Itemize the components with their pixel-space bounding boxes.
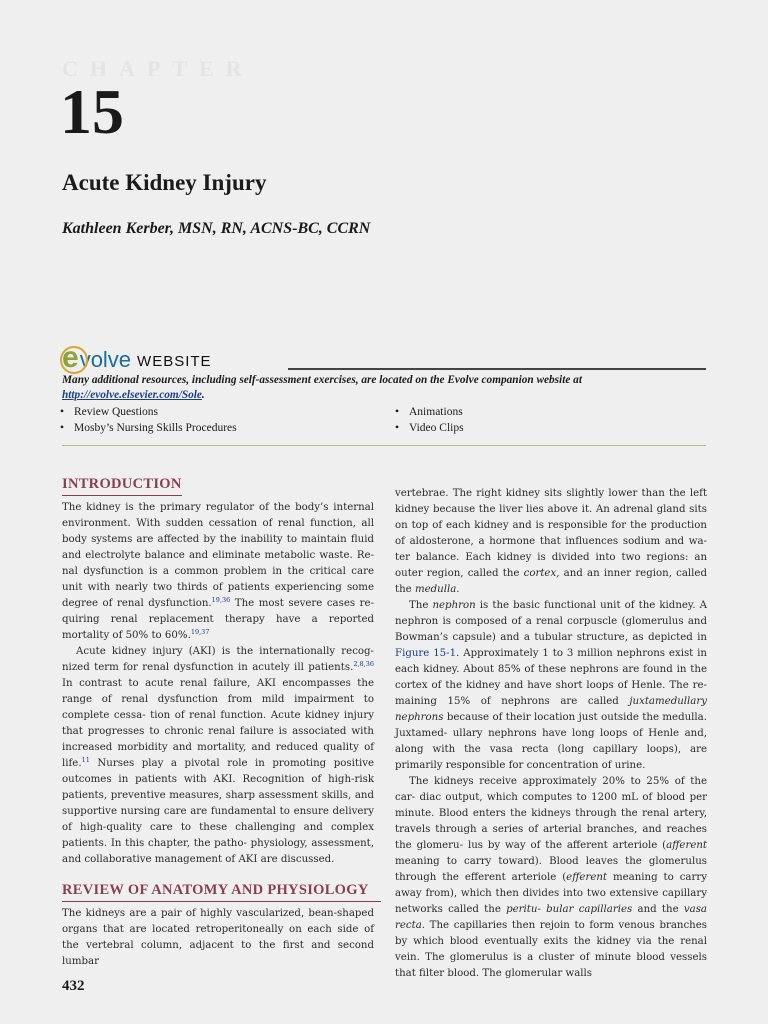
evolve-intro-text: Many additional resources, including self-assessment exercises, are located on the Evolve companion website at (62, 374, 582, 386)
resource-item-animations: • Animations (395, 404, 464, 420)
left-column-anatomy (62, 906, 374, 970)
left-column-intro (62, 500, 374, 868)
right-p2-text-c: . Approximately 1 to 3 million nephrons exist in each kidney. About 85% of these nephrons are found in the cortex of the kidney and have short loops of Henle. The re- maining 15% of nephrons are called (395, 648, 707, 707)
evolve-url-link[interactable]: http://evolve.elsevier.com/Sole (62, 389, 202, 401)
right-p1-text-b: and an inner region, called the (395, 568, 707, 595)
term-cortex: cortex, (523, 568, 560, 579)
right-p3-text-b: meaning to carry toward). Blood leaves the glomerulus through the efferent arteriole ( (395, 856, 707, 883)
term-juxtamedullary: juxtamedullary nephrons (395, 696, 707, 723)
intro-p2-text-b: In contrast to acute renal failure, AKI encompasses the range of renal dysfunction from mild impairment to complete cessa- tion of renal function. Acute kidney injury that progresses to chronic renal failure is associated with increased morbidity and mortality, and reduced quality of life. (62, 678, 374, 769)
intro-paragraph-1 (62, 500, 374, 644)
resource-item-review-questions: • Review Questions (60, 404, 237, 420)
chapter-word: CHAPTER (62, 56, 254, 81)
evolve-logo (62, 342, 212, 372)
intro-p2-citation-1[interactable]: 2,8,36 (353, 660, 374, 668)
right-paragraph-3 (395, 774, 707, 982)
term-medulla: medulla. (414, 584, 460, 595)
evolve-header (62, 342, 706, 372)
resources-divider (62, 445, 706, 446)
right-p3-text-e: The capillaries then rejoin to form venous branches by which blood eventually exits the kidney via the renal vein. The glomerulus is a cluster of minute blood vessels that filter blood. The glomerular walls (395, 920, 707, 979)
anatomy-heading-underline (62, 901, 381, 902)
evolve-header-rule (288, 368, 706, 370)
introduction-heading-underline (62, 495, 182, 496)
right-p3-text-a: The kidneys receive approximately 20% to 25% of the car- diac output, which computes to 1200 mL of blood per minute. Blood enters the kidneys through the renal artery, travels through a series of arterial branches, and reaches the glomeru- lus by way of the afferent arteriole ( (395, 776, 707, 851)
anatomy-heading (62, 882, 369, 899)
right-paragraph-2 (395, 598, 707, 774)
resources-list-left (60, 404, 237, 436)
resource-item-skills-procedures: • Mosby’s Nursing Skills Procedures (60, 420, 237, 436)
intro-paragraph-2 (62, 644, 374, 868)
chapter-number: 15 (60, 76, 124, 147)
figure-15-1-link[interactable]: Figure 15-1 (395, 648, 457, 659)
intro-p2-text-a: Acute kidney injury (AKI) is the internationally recog- nized term for renal dysfunction in acutely ill patients. (62, 646, 374, 673)
right-p1-text-a: vertebrae. The right kidney sits slightly lower than the left kidney because the liver lies above it. An adrenal gland sits on top of each kidney and is responsible for the production of aldosterone, a hormone that influences sodium and wa- ter balance. Each kidney is divided into two regions: an outer region, called the (395, 488, 707, 579)
term-afferent: afferent (666, 840, 707, 851)
chapter-title: Acute Kidney Injury (62, 170, 267, 195)
introduction-heading-text: INTRODUCTION (62, 476, 182, 492)
anatomy-paragraph-1: The kidneys are a pair of highly vascularized, bean-shaped organs that are located retroperitoneally on each side of the vertebral column, adjacent to the first and second lumbar (62, 908, 374, 967)
intro-p1-citation-2[interactable]: 19,37 (190, 628, 210, 636)
anatomy-heading-text: REVIEW OF ANATOMY AND PHYSIOLOGY (62, 882, 369, 898)
page-number: 432 (62, 978, 85, 994)
intro-p1-text-b: The most severe cases re- quiring renal replacement therapy have a reported mortality of 50% to 60%. (62, 598, 374, 641)
right-p2-text-a: The (409, 600, 433, 611)
intro-p2-text-c: Nurses play a pivotal role in promoting positive outcomes in patients with AKI. Recognition of high-risk patients, preventive measures, sharp assessment skills, and supportive nursing care are fundamental to ensure delivery of high-quality care to these challenging and complex patients. In this chapter, the patho- physiology, assessment, and collaborative management of AKI are discussed. (62, 758, 374, 865)
right-p3-text-c: meaning to carry away from), which then divides into two extensive capillary networks called the (395, 872, 707, 915)
right-p2-text-d: because of their location just outside the medulla. Juxtamed- ullary nephrons have long loops of Henle and, along with the vasa recta (long capillary loops), are primarily responsible for concentration of urine. (395, 712, 707, 771)
term-vasa-recta: vasa recta. (395, 904, 708, 931)
resources-list-right (395, 404, 464, 436)
evolve-logo-e: e (62, 341, 79, 374)
right-paragraph-1 (395, 486, 707, 598)
evolve-url-suffix: . (201, 389, 205, 401)
evolve-website-label: WEBSITE (137, 353, 212, 370)
right-p2-text-b: is the basic functional unit of the kidney. A nephron is composed of a renal corpuscle (glomerulus and Bowman’s capsule) and a tubular structure, as depicted in (395, 600, 707, 643)
term-nephron: nephron (432, 600, 476, 611)
intro-p1-text-a: The kidney is the primary regulator of the body’s internal environment. With sudden cessation of renal function, all body systems are affected by the inability to maintain fluid and electrolyte balance and eliminate metabolic waste. Re- nal dysfunction is a common problem in the critical care unit with nearly two thirds of patients experiencing some degree of renal dysfunction. (62, 502, 374, 609)
evolve-logo-text: volve (79, 347, 132, 372)
intro-p2-citation-2[interactable]: 11 (81, 756, 90, 764)
author-line: Kathleen Kerber, MSN, RN, ACNS-BC, CCRN (62, 220, 371, 237)
introduction-heading (62, 476, 182, 493)
evolve-intro (62, 373, 662, 403)
term-efferent: efferent (566, 872, 608, 883)
intro-p1-citation-1[interactable]: 19,36 (211, 596, 231, 604)
resource-item-video-clips: • Video Clips (395, 420, 464, 436)
right-p3-text-d: and the (632, 904, 684, 915)
right-column (395, 486, 707, 982)
term-peritubular: peritu- bular capillaries (506, 904, 633, 915)
